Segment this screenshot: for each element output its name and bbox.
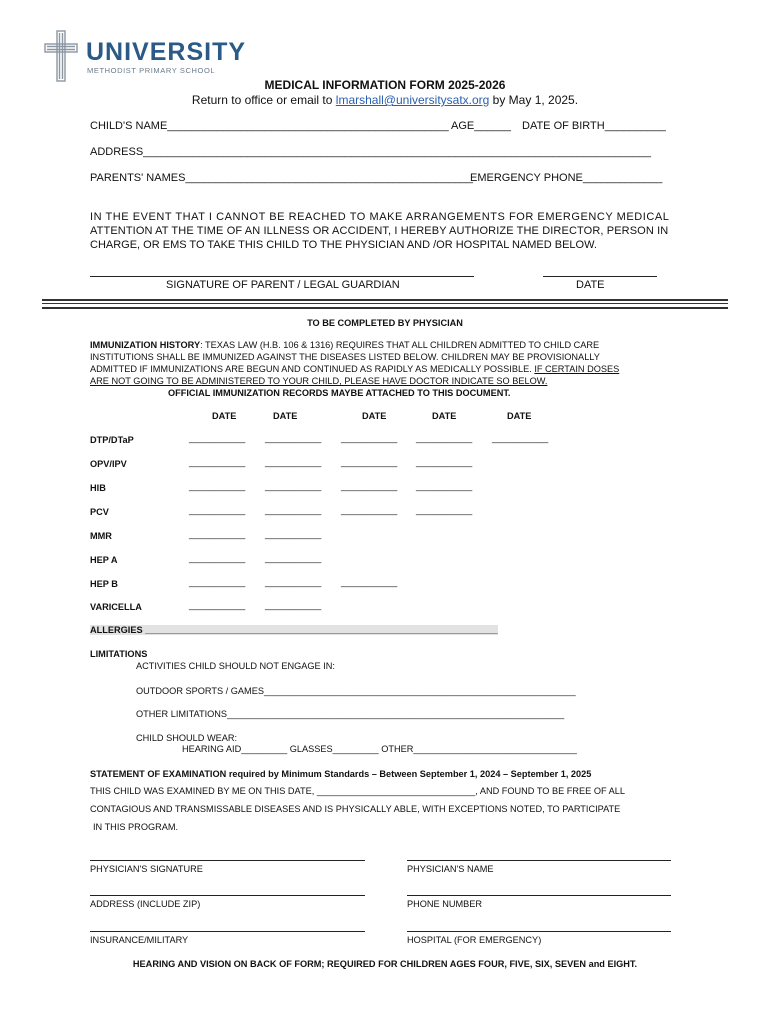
date-column-header: DATE [507,411,532,421]
child-should-wear-label: CHILD SHOULD WEAR: [136,733,238,743]
vaccine-date-field[interactable]: ___________ [492,433,549,443]
authorization-line-1: IN THE EVENT THAT I CANNOT BE REACHED TO MAKE ARRANGEMENTS FOR EMERGENCY MEDICAL [90,211,670,223]
vaccine-date-field[interactable]: ___________ [416,433,473,443]
vaccine-date-field[interactable]: ___________ [189,481,246,491]
vaccine-date-field[interactable]: ___________ [341,481,398,491]
vaccine-name: PCV [90,507,109,517]
vaccine-date-field[interactable]: ___________ [416,457,473,467]
insurance-label: INSURANCE/MILITARY [90,935,189,945]
immunization-line-3 [90,364,619,374]
immunization-text-3b: IF CERTAIN DOSES [534,364,620,374]
date-column-header: DATE [273,411,298,421]
examination-line-3: IN THIS PROGRAM. [93,822,179,832]
insurance-line[interactable] [90,931,365,932]
physician-heading: TO BE COMPLETED BY PHYSICIAN [307,318,463,328]
vaccine-date-field[interactable]: ___________ [189,577,246,587]
vaccine-date-field[interactable]: ___________ [189,553,246,563]
vaccine-date-field[interactable]: ___________ [189,457,246,467]
physician-address-label: ADDRESS (INCLUDE ZIP) [90,899,201,909]
official-records-note: OFFICIAL IMMUNIZATION RECORDS MAYBE ATTACHED TO THIS DOCUMENT. [168,388,511,398]
vaccine-date-field[interactable]: ___________ [189,529,246,539]
age-field[interactable]: AGE______ [451,120,511,132]
vaccine-date-field[interactable]: ___________ [341,577,398,587]
physician-name-line[interactable] [407,860,671,861]
immunization-line-1 [90,340,599,350]
address-field[interactable]: ADDRESS___________________________________________________________________________________ [90,146,651,158]
emergency-phone-field[interactable]: EMERGENCY PHONE_____________ [470,172,663,184]
vaccine-name: HEP B [90,579,118,589]
vaccine-date-field[interactable]: ___________ [265,457,322,467]
phone-number-label: PHONE NUMBER [407,899,483,909]
examination-line-1[interactable]: THIS CHILD WAS EXAMINED BY ME ON THIS DATE, _______________________________, AND FOUND TO BE FREE OF ALL [90,786,625,796]
cross-icon [44,30,78,82]
vaccine-name: HEP A [90,555,118,565]
vaccine-date-field[interactable]: ___________ [265,600,322,610]
logo-wordmark: UNIVERSITY [86,38,247,66]
parent-date-label: DATE [576,279,605,291]
return-suffix: by May 1, 2025. [489,93,579,107]
parent-signature-label: SIGNATURE OF PARENT / LEGAL GUARDIAN [166,279,400,291]
vaccine-name: VARICELLA [90,602,142,612]
outdoor-sports-field[interactable]: OUTDOOR SPORTS / GAMES_____________________________________________________________ [136,686,576,696]
parents-names-field[interactable]: PARENTS' NAMES_______________________________________________ [90,172,473,184]
activities-label: ACTIVITIES CHILD SHOULD NOT ENGAGE IN: [136,661,335,671]
email-link[interactable]: lmarshall@universitysatx.org [335,93,490,107]
child-name-field[interactable]: CHILD'S NAME______________________________________________ [90,120,449,132]
hospital-label: HOSPITAL (FOR EMERGENCY) [407,935,542,945]
date-column-header: DATE [432,411,457,421]
immunization-line-4: ARE NOT GOING TO BE ADMINISTERED TO YOUR CHILD, PLEASE HAVE DOCTOR INDICATE SO BELOW. [90,376,548,386]
vaccine-date-field[interactable]: ___________ [341,505,398,515]
parent-date-line[interactable] [543,276,657,277]
vaccine-date-field[interactable]: ___________ [416,505,473,515]
vaccine-date-field[interactable]: ___________ [189,433,246,443]
hospital-line[interactable] [407,931,671,932]
vaccine-name: OPV/IPV [90,459,127,469]
form-title: MEDICAL INFORMATION FORM 2025-2026 [264,78,506,92]
examination-line-2: CONTAGIOUS AND TRANSMISSABLE DISEASES AND IS PHYSICALLY ABLE, WITH EXCEPTIONS NOTED, TO PARTICIPATE [90,804,621,814]
allergies-field[interactable]: ALLERGIES _____________________________________________________________________ [90,625,498,635]
physician-signature-line[interactable] [90,860,365,861]
date-column-header: DATE [212,411,237,421]
physician-signature-label: PHYSICIAN'S SIGNATURE [90,864,203,874]
vaccine-date-field[interactable]: ___________ [265,433,322,443]
vaccine-date-field[interactable]: ___________ [341,433,398,443]
physician-address-line[interactable] [90,895,365,896]
other-limitations-field[interactable]: OTHER LIMITATIONS__________________________________________________________________ [136,709,565,719]
wear-items-fields[interactable]: HEARING AID_________ GLASSES_________ OTHER________________________________ [182,744,577,754]
vaccine-date-field[interactable]: ___________ [416,481,473,491]
authorization-line-3: CHARGE, OR EMS TO TAKE THIS CHILD TO THE PHYSICIAN AND /OR HOSPITAL NAMED BELOW. [90,239,597,251]
footer-note: HEARING AND VISION ON BACK OF FORM; REQUIRED FOR CHILDREN AGES FOUR, FIVE, SIX, SEVEN and EIGHT. [132,959,638,969]
immunization-line-2: INSTITUTIONS SHALL BE IMMUNIZED AGAINST THE DISEASES LISTED BELOW. CHILDREN MAY BE PROVISIONALLY [90,352,600,362]
vaccine-name: HIB [90,483,106,493]
return-instructions [0,93,770,107]
logo-subtitle: METHODIST PRIMARY SCHOOL [87,66,216,75]
immunization-label: IMMUNIZATION HISTORY [90,340,201,350]
immunization-text-3a: ADMITTED IF IMMUNIZATIONS ARE BEGUN AND CONTINUED AS RAPIDLY AS MEDICALLY POSSIBLE. [90,364,535,374]
vaccine-date-field[interactable]: ___________ [265,553,322,563]
vaccine-name: DTP/DTaP [90,435,134,445]
vaccine-date-field[interactable]: ___________ [341,457,398,467]
immunization-text-1: : TEXAS LAW (H.B. 106 & 1316) REQUIRES THAT ALL CHILDREN ADMITTED TO CHILD CARE [200,340,600,350]
return-prefix: Return to office or email to [191,93,336,107]
dob-field[interactable]: DATE OF BIRTH__________ [522,120,666,132]
vaccine-name: MMR [90,531,112,541]
physician-name-label: PHYSICIAN'S NAME [407,864,494,874]
vaccine-date-field[interactable]: ___________ [189,600,246,610]
authorization-line-2: ATTENTION AT THE TIME OF AN ILLNESS OR ACCIDENT, I HEREBY AUTHORIZE THE DIRECTOR, PERSON IN [90,225,669,237]
vaccine-date-field[interactable]: ___________ [265,529,322,539]
parent-signature-line[interactable] [90,276,474,277]
vaccine-date-field[interactable]: ___________ [265,577,322,587]
section-divider [42,299,728,309]
vaccine-date-field[interactable]: ___________ [265,481,322,491]
vaccine-date-field[interactable]: ___________ [189,505,246,515]
vaccine-date-field[interactable]: ___________ [265,505,322,515]
phone-number-line[interactable] [407,895,671,896]
examination-heading: STATEMENT OF EXAMINATION required by Minimum Standards – Between September 1, 2024 – September 1, 2025 [90,769,592,779]
limitations-heading: LIMITATIONS [90,649,148,659]
date-column-header: DATE [362,411,387,421]
